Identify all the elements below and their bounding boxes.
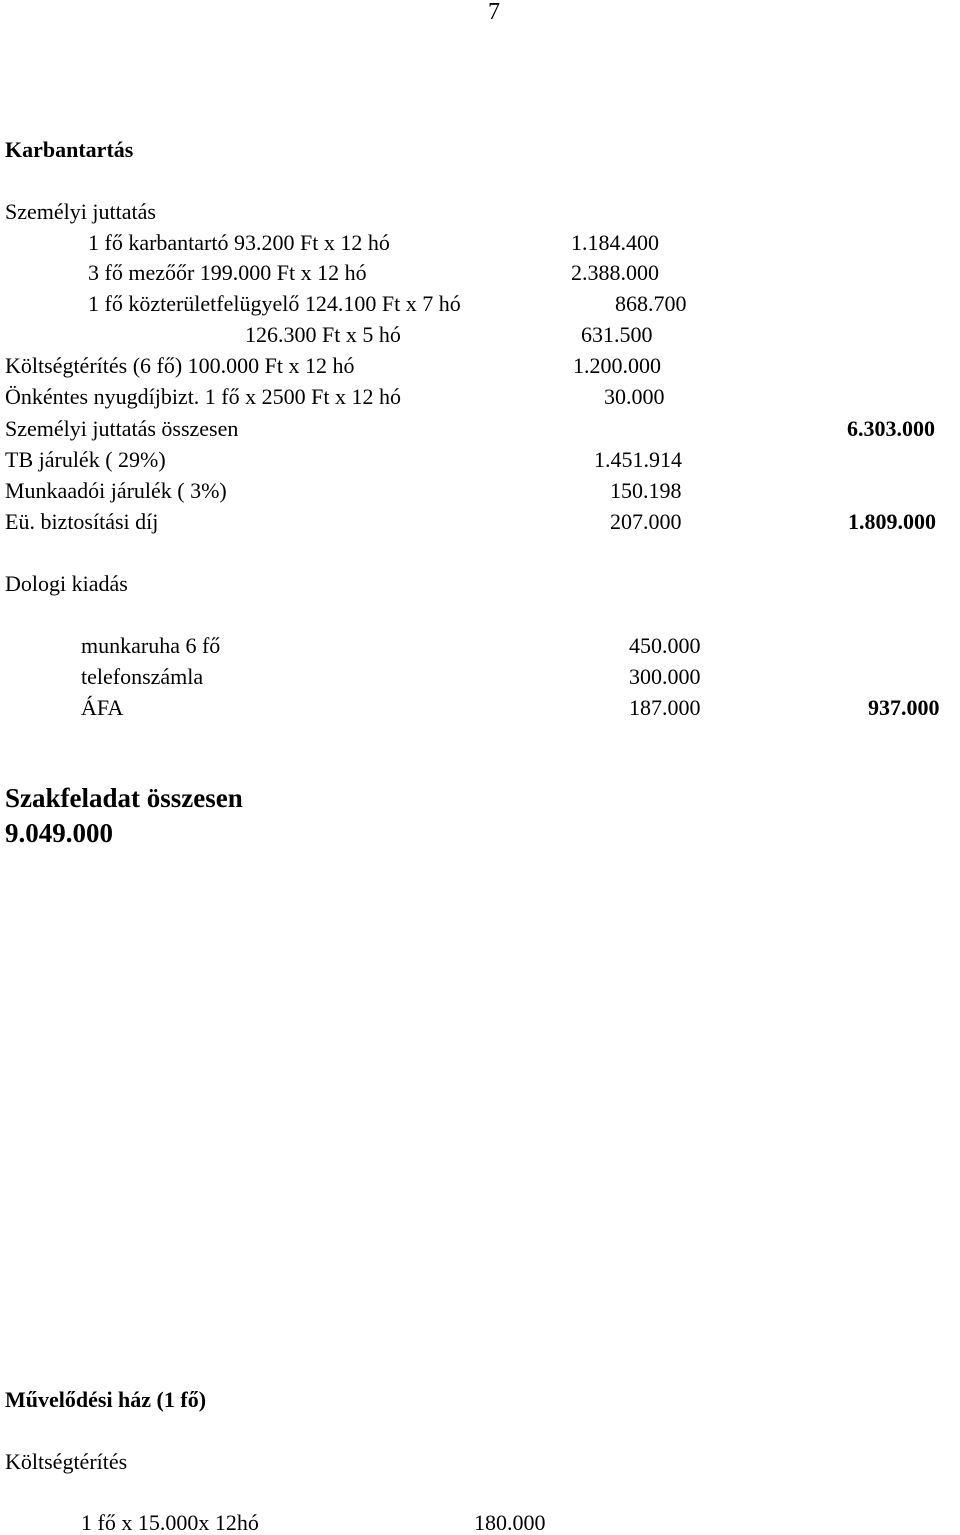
row-value: 2.388.000 (571, 260, 659, 285)
section-title-karbantartas: Karbantartás (5, 137, 134, 162)
contrib-label: Eü. biztosítási díj (5, 509, 159, 534)
material-total-value: 937.000 (868, 695, 940, 720)
material-label: ÁFA (81, 695, 124, 720)
page-number: 7 (488, 0, 500, 25)
row-label: Önkéntes nyugdíjbizt. 1 fő x 2500 Ft x 12 hó (5, 384, 401, 409)
row-value: 1.184.400 (571, 230, 659, 255)
contrib-label: TB járulék ( 29%) (5, 447, 166, 472)
grand-total-value: 9.049.000 (5, 818, 113, 848)
row-label: 126.300 Ft x 5 hó (245, 322, 401, 347)
material-label: munkaruha 6 fő (81, 633, 221, 658)
row-label: 1 fő karbantartó 93.200 Ft x 12 hó (88, 230, 390, 255)
personal-total-label: Személyi juttatás összesen (5, 416, 239, 441)
contrib-label: Munkaadói járulék ( 3%) (5, 478, 227, 503)
personal-total-value: 6.303.000 (847, 416, 935, 441)
cost-row-label: 1 fő x 15.000x 12hó (81, 1510, 259, 1535)
row-value: 868.700 (615, 291, 687, 316)
grand-total-label: Szakfeladat összesen (5, 783, 243, 813)
material-value: 450.000 (629, 633, 701, 658)
cost-heading: Költségtérítés (5, 1449, 128, 1474)
material-value: 300.000 (629, 664, 701, 689)
contrib-value: 207.000 (610, 509, 682, 534)
row-value: 30.000 (604, 384, 665, 409)
personal-heading: Személyi juttatás (5, 199, 156, 224)
material-heading: Dologi kiadás (5, 571, 128, 596)
row-value: 631.500 (581, 322, 653, 347)
material-label: telefonszámla (81, 664, 204, 689)
material-value: 187.000 (629, 695, 701, 720)
row-value: 1.200.000 (573, 353, 661, 378)
section-title-muvelodesi-haz: Művelődési ház (1 fő) (5, 1387, 207, 1412)
contrib-total-value: 1.809.000 (848, 509, 936, 534)
row-label: 1 fő közterületfelügyelő 124.100 Ft x 7 hó (88, 291, 461, 316)
cost-row-value: 180.000 (474, 1510, 546, 1535)
contrib-value: 1.451.914 (594, 447, 682, 472)
row-label: 3 fő mezőőr 199.000 Ft x 12 hó (88, 260, 367, 285)
contrib-value: 150.198 (610, 478, 682, 503)
row-label: Költségtérítés (6 fő) 100.000 Ft x 12 hó (5, 353, 355, 378)
